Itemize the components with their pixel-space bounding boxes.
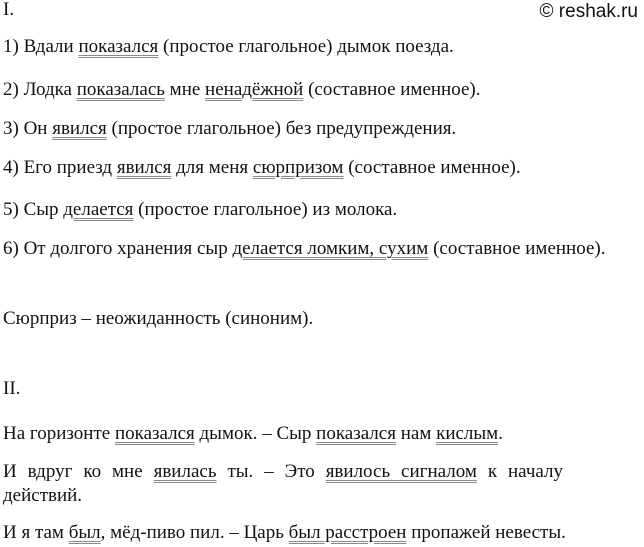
predicate: явился bbox=[52, 118, 107, 139]
watermark: © reshak.ru bbox=[539, 1, 638, 22]
predicate: показалась bbox=[76, 79, 165, 100]
predicate: показался bbox=[114, 423, 195, 444]
predicate-compound: был расстроен bbox=[288, 522, 407, 543]
example-line-3: И я там был, мёд-пиво пил. – Царь был расстроен пропажей невесты. bbox=[3, 522, 566, 543]
predicate-nominal: кислым bbox=[436, 423, 499, 444]
predicate: явилась bbox=[153, 461, 217, 482]
item-6: 6) От долгого хранения сыр делается ломким, сухим (составное именное). bbox=[3, 238, 606, 259]
predicate: делается bbox=[63, 199, 134, 220]
item-5: 5) Сыр делается (простое глагольное) из молока. bbox=[3, 199, 398, 220]
item-1: 1) Вдали показался (простое глагольное) дымок поезда. bbox=[3, 36, 454, 57]
predicate: показался bbox=[78, 36, 159, 57]
section-1-heading: I. bbox=[3, 0, 15, 20]
predicate: был bbox=[68, 522, 101, 543]
note-synonym: Сюрприз – неожиданность (синоним). bbox=[3, 308, 314, 329]
predicate: делается ломким, сухим bbox=[232, 238, 429, 259]
item-3: 3) Он явился (простое глагольное) без предупреждения. bbox=[3, 118, 457, 139]
predicate-nominal: ненадёжной bbox=[205, 79, 304, 100]
example-line-1: На горизонте показался дымок. – Сыр показался нам кислым. bbox=[3, 423, 503, 444]
item-4: 4) Его приезд явился для меня сюрпризом (составное именное). bbox=[3, 157, 521, 178]
section-2-heading: II. bbox=[3, 378, 21, 399]
example-line-2: И вдруг ко мне явилась ты. – Это явилось сигналом к началу действий. bbox=[3, 461, 563, 506]
predicate-compound: явилось сигналом bbox=[325, 461, 477, 482]
predicate: явился bbox=[116, 157, 172, 178]
predicate: показался bbox=[316, 423, 396, 444]
predicate-nominal: сюрпризом bbox=[252, 157, 344, 178]
item-2: 2) Лодка показалась мне ненадёжной (составное именное). bbox=[3, 79, 481, 100]
